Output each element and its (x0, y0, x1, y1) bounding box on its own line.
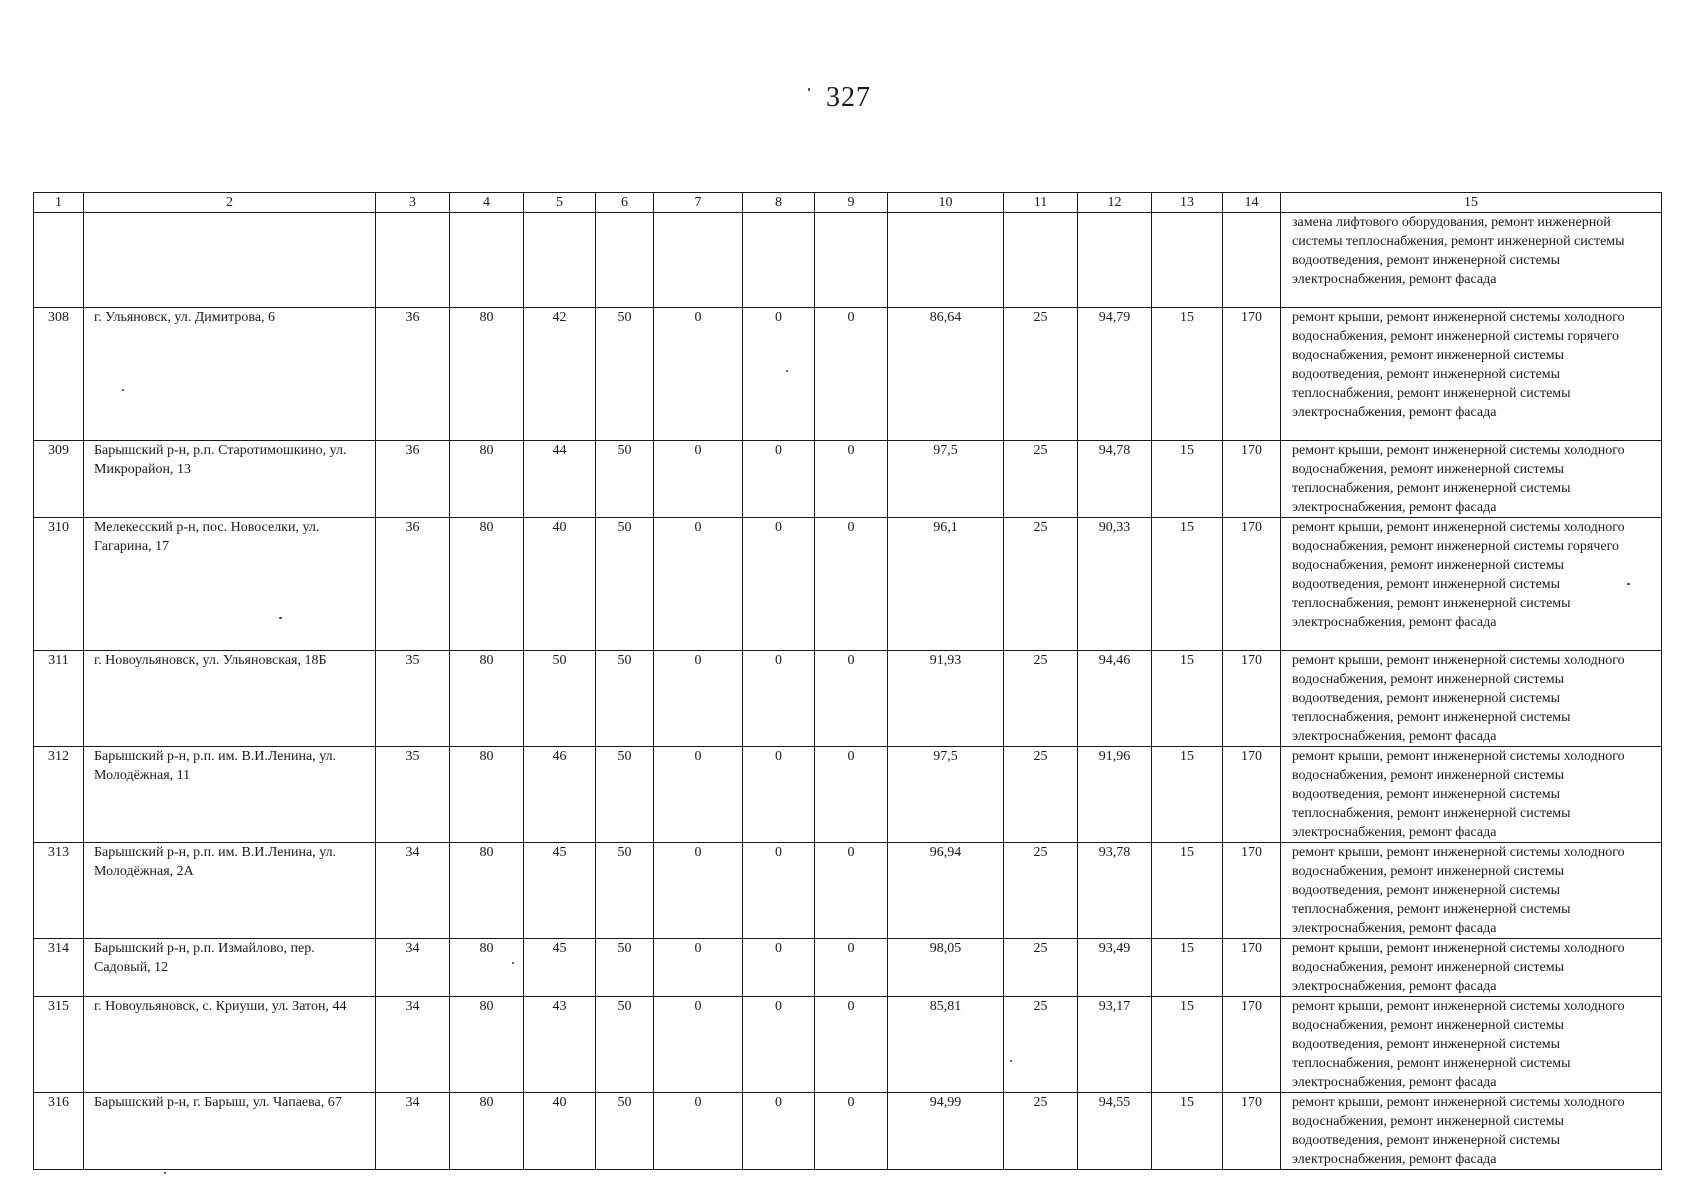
value-cell: 0 (654, 747, 743, 843)
row-number: 312 (34, 747, 84, 843)
table-row (34, 747, 1662, 843)
empty-cell (84, 213, 376, 308)
value-cell: 94,46 (1078, 651, 1152, 747)
repair-works-cell: ремонт крыши, ремонт инженерной системы холодного водоснабжения, ремонт инженерной системы водоотведения, ремонт инженерной системы теплоснабжения, ремонт инженерной системы электроснабжения, ремонт фасада (1281, 997, 1662, 1093)
scan-speck (164, 1172, 166, 1174)
empty-cell (1004, 213, 1078, 308)
value-cell: 80 (450, 651, 524, 747)
value-cell: 80 (450, 843, 524, 939)
value-cell: 15 (1152, 651, 1223, 747)
column-header: 9 (815, 193, 888, 213)
value-cell: 50 (596, 843, 654, 939)
value-cell: 50 (596, 1093, 654, 1170)
value-cell: 0 (654, 441, 743, 518)
address-cell: Барышский р-н, р.п. Старотимошкино, ул. Микрорайон, 13 (84, 441, 376, 518)
repair-works-cell: замена лифтового оборудования, ремонт инженерной системы теплоснабжения, ремонт инженерной системы водоотведения, ремонт инженерной системы электроснабжения, ремонт фасада (1281, 213, 1662, 308)
repair-works-cell: ремонт крыши, ремонт инженерной системы холодного водоснабжения, ремонт инженерной системы водоотведения, ремонт инженерной системы теплоснабжения, ремонт инженерной системы электроснабжения, ремонт фасада (1281, 747, 1662, 843)
value-cell: 93,78 (1078, 843, 1152, 939)
value-cell: 170 (1223, 518, 1281, 651)
value-cell: 93,49 (1078, 939, 1152, 997)
address-cell: г. Ульяновск, ул. Димитрова, 6 (84, 308, 376, 441)
repair-works-cell: ремонт крыши, ремонт инженерной системы холодного водоснабжения, ремонт инженерной системы горячего водоснабжения, ремонт инженерной системы водоотведения, ремонт инженерной системы теплоснабжения, ремонт инженерной системы электроснабжения, ремонт фасада (1281, 308, 1662, 441)
value-cell: 96,1 (888, 518, 1004, 651)
value-cell: 36 (376, 441, 450, 518)
column-header: 15 (1281, 193, 1662, 213)
row-number: 314 (34, 939, 84, 997)
value-cell: 43 (524, 997, 596, 1093)
column-header: 6 (596, 193, 654, 213)
value-cell: 97,5 (888, 441, 1004, 518)
value-cell: 34 (376, 843, 450, 939)
value-cell: 0 (815, 518, 888, 651)
empty-cell (743, 213, 815, 308)
value-cell: 0 (743, 308, 815, 441)
value-cell: 25 (1004, 518, 1078, 651)
repair-works-cell: ремонт крыши, ремонт инженерной системы холодного водоснабжения, ремонт инженерной системы электроснабжения, ремонт фасада (1281, 939, 1662, 997)
value-cell: 25 (1004, 441, 1078, 518)
row-number: 311 (34, 651, 84, 747)
value-cell: 15 (1152, 939, 1223, 997)
value-cell: 34 (376, 997, 450, 1093)
value-cell: 45 (524, 939, 596, 997)
repair-works-cell: ремонт крыши, ремонт инженерной системы холодного водоснабжения, ремонт инженерной системы водоотведения, ремонт инженерной системы теплоснабжения, ремонт инженерной системы электроснабжения, ремонт фасада (1281, 651, 1662, 747)
value-cell: 0 (654, 843, 743, 939)
empty-cell (524, 213, 596, 308)
value-cell: 35 (376, 747, 450, 843)
empty-cell (815, 213, 888, 308)
value-cell: 80 (450, 518, 524, 651)
value-cell: 42 (524, 308, 596, 441)
value-cell: 0 (743, 747, 815, 843)
value-cell: 15 (1152, 518, 1223, 651)
row-number: 316 (34, 1093, 84, 1170)
value-cell: 80 (450, 308, 524, 441)
empty-cell (1152, 213, 1223, 308)
value-cell: 170 (1223, 747, 1281, 843)
value-cell: 91,93 (888, 651, 1004, 747)
address-cell: Барышский р-н, р.п. Измайлово, пер. Садовый, 12 (84, 939, 376, 997)
empty-cell (1223, 213, 1281, 308)
value-cell: 80 (450, 939, 524, 997)
value-cell: 25 (1004, 651, 1078, 747)
empty-cell (450, 213, 524, 308)
repair-works-cell: ремонт крыши, ремонт инженерной системы холодного водоснабжения, ремонт инженерной системы горячего водоснабжения, ремонт инженерной системы водоотведения, ремонт инженерной системы теплоснабжения, ремонт инженерной системы электроснабжения, ремонт фасада (1281, 518, 1662, 651)
value-cell: 0 (743, 1093, 815, 1170)
address-cell: Мелекесский р-н, пос. Новоселки, ул. Гагарина, 17 (84, 518, 376, 651)
value-cell: 44 (524, 441, 596, 518)
value-cell: 97,5 (888, 747, 1004, 843)
value-cell: 25 (1004, 1093, 1078, 1170)
value-cell: 15 (1152, 308, 1223, 441)
value-cell: 170 (1223, 939, 1281, 997)
row-number: 310 (34, 518, 84, 651)
value-cell: 0 (743, 441, 815, 518)
value-cell: 170 (1223, 441, 1281, 518)
column-header: 10 (888, 193, 1004, 213)
value-cell: 50 (596, 308, 654, 441)
value-cell: 0 (654, 308, 743, 441)
empty-cell (1078, 213, 1152, 308)
address-cell: Барышский р-н, г. Барыш, ул. Чапаева, 67 (84, 1093, 376, 1170)
value-cell: 50 (524, 651, 596, 747)
repair-works-cell: ремонт крыши, ремонт инженерной системы холодного водоснабжения, ремонт инженерной системы теплоснабжения, ремонт инженерной системы электроснабжения, ремонт фасада (1281, 441, 1662, 518)
value-cell: 94,99 (888, 1093, 1004, 1170)
value-cell: 25 (1004, 939, 1078, 997)
address-cell: г. Новоульяновск, с. Криуши, ул. Затон, 44 (84, 997, 376, 1093)
column-header: 3 (376, 193, 450, 213)
table-row-continuation (34, 213, 1662, 308)
table-row (34, 308, 1662, 441)
value-cell: 25 (1004, 997, 1078, 1093)
value-cell: 25 (1004, 843, 1078, 939)
row-number: 313 (34, 843, 84, 939)
value-cell: 34 (376, 939, 450, 997)
column-header: 7 (654, 193, 743, 213)
value-cell: 0 (743, 843, 815, 939)
value-cell: 94,55 (1078, 1093, 1152, 1170)
value-cell: 0 (815, 843, 888, 939)
value-cell: 170 (1223, 308, 1281, 441)
value-cell: 80 (450, 441, 524, 518)
scan-speck (808, 88, 810, 91)
value-cell: 86,64 (888, 308, 1004, 441)
value-cell: 93,17 (1078, 997, 1152, 1093)
repair-works-cell: ремонт крыши, ремонт инженерной системы холодного водоснабжения, ремонт инженерной системы водоотведения, ремонт инженерной системы электроснабжения, ремонт фасада (1281, 1093, 1662, 1170)
address-cell: Барышский р-н, р.п. им. В.И.Ленина, ул. Молодёжная, 11 (84, 747, 376, 843)
repair-works-cell: ремонт крыши, ремонт инженерной системы холодного водоснабжения, ремонт инженерной системы водоотведения, ремонт инженерной системы теплоснабжения, ремонт инженерной системы электроснабжения, ремонт фасада (1281, 843, 1662, 939)
page-number: 327 (826, 82, 871, 113)
value-cell: 50 (596, 997, 654, 1093)
table-row (34, 441, 1662, 518)
table-row (34, 1093, 1662, 1170)
repair-program-table (33, 192, 1662, 1170)
value-cell: 85,81 (888, 997, 1004, 1093)
row-number: 308 (34, 308, 84, 441)
value-cell: 50 (596, 747, 654, 843)
value-cell: 40 (524, 518, 596, 651)
value-cell: 50 (596, 651, 654, 747)
value-cell: 170 (1223, 651, 1281, 747)
table-row (34, 843, 1662, 939)
value-cell: 80 (450, 997, 524, 1093)
value-cell: 0 (815, 1093, 888, 1170)
value-cell: 80 (450, 1093, 524, 1170)
column-header: 5 (524, 193, 596, 213)
column-header: 13 (1152, 193, 1223, 213)
table-row (34, 997, 1662, 1093)
value-cell: 25 (1004, 308, 1078, 441)
value-cell: 91,96 (1078, 747, 1152, 843)
column-header: 4 (450, 193, 524, 213)
table-row (34, 518, 1662, 651)
column-header: 11 (1004, 193, 1078, 213)
value-cell: 36 (376, 308, 450, 441)
table-row (34, 939, 1662, 997)
column-header: 12 (1078, 193, 1152, 213)
empty-cell (34, 213, 84, 308)
value-cell: 50 (596, 441, 654, 518)
value-cell: 15 (1152, 747, 1223, 843)
column-header: 1 (34, 193, 84, 213)
value-cell: 0 (815, 441, 888, 518)
value-cell: 35 (376, 651, 450, 747)
value-cell: 0 (815, 308, 888, 441)
value-cell: 80 (450, 747, 524, 843)
column-header: 2 (84, 193, 376, 213)
table-row (34, 651, 1662, 747)
value-cell: 46 (524, 747, 596, 843)
value-cell: 50 (596, 939, 654, 997)
value-cell: 0 (654, 518, 743, 651)
value-cell: 36 (376, 518, 450, 651)
value-cell: 170 (1223, 1093, 1281, 1170)
value-cell: 15 (1152, 441, 1223, 518)
value-cell: 15 (1152, 843, 1223, 939)
value-cell: 170 (1223, 997, 1281, 1093)
value-cell: 0 (743, 939, 815, 997)
empty-cell (654, 213, 743, 308)
address-cell: г. Новоульяновск, ул. Ульяновская, 18Б (84, 651, 376, 747)
address-cell: Барышский р-н, р.п. им. В.И.Ленина, ул. Молодёжная, 2А (84, 843, 376, 939)
empty-cell (596, 213, 654, 308)
value-cell: 0 (743, 997, 815, 1093)
value-cell: 0 (654, 1093, 743, 1170)
value-cell: 170 (1223, 843, 1281, 939)
row-number: 309 (34, 441, 84, 518)
value-cell: 0 (815, 747, 888, 843)
row-number: 315 (34, 997, 84, 1093)
value-cell: 45 (524, 843, 596, 939)
value-cell: 40 (524, 1093, 596, 1170)
value-cell: 0 (743, 651, 815, 747)
value-cell: 90,33 (1078, 518, 1152, 651)
value-cell: 96,94 (888, 843, 1004, 939)
value-cell: 0 (815, 939, 888, 997)
empty-cell (888, 213, 1004, 308)
value-cell: 0 (654, 651, 743, 747)
value-cell: 98,05 (888, 939, 1004, 997)
column-header: 14 (1223, 193, 1281, 213)
value-cell: 94,78 (1078, 441, 1152, 518)
value-cell: 15 (1152, 997, 1223, 1093)
value-cell: 94,79 (1078, 308, 1152, 441)
value-cell: 0 (815, 997, 888, 1093)
value-cell: 25 (1004, 747, 1078, 843)
value-cell: 0 (743, 518, 815, 651)
column-number-row (34, 193, 1662, 213)
column-header: 8 (743, 193, 815, 213)
empty-cell (376, 213, 450, 308)
value-cell: 15 (1152, 1093, 1223, 1170)
value-cell: 0 (654, 997, 743, 1093)
value-cell: 0 (654, 939, 743, 997)
value-cell: 0 (815, 651, 888, 747)
value-cell: 50 (596, 518, 654, 651)
value-cell: 34 (376, 1093, 450, 1170)
